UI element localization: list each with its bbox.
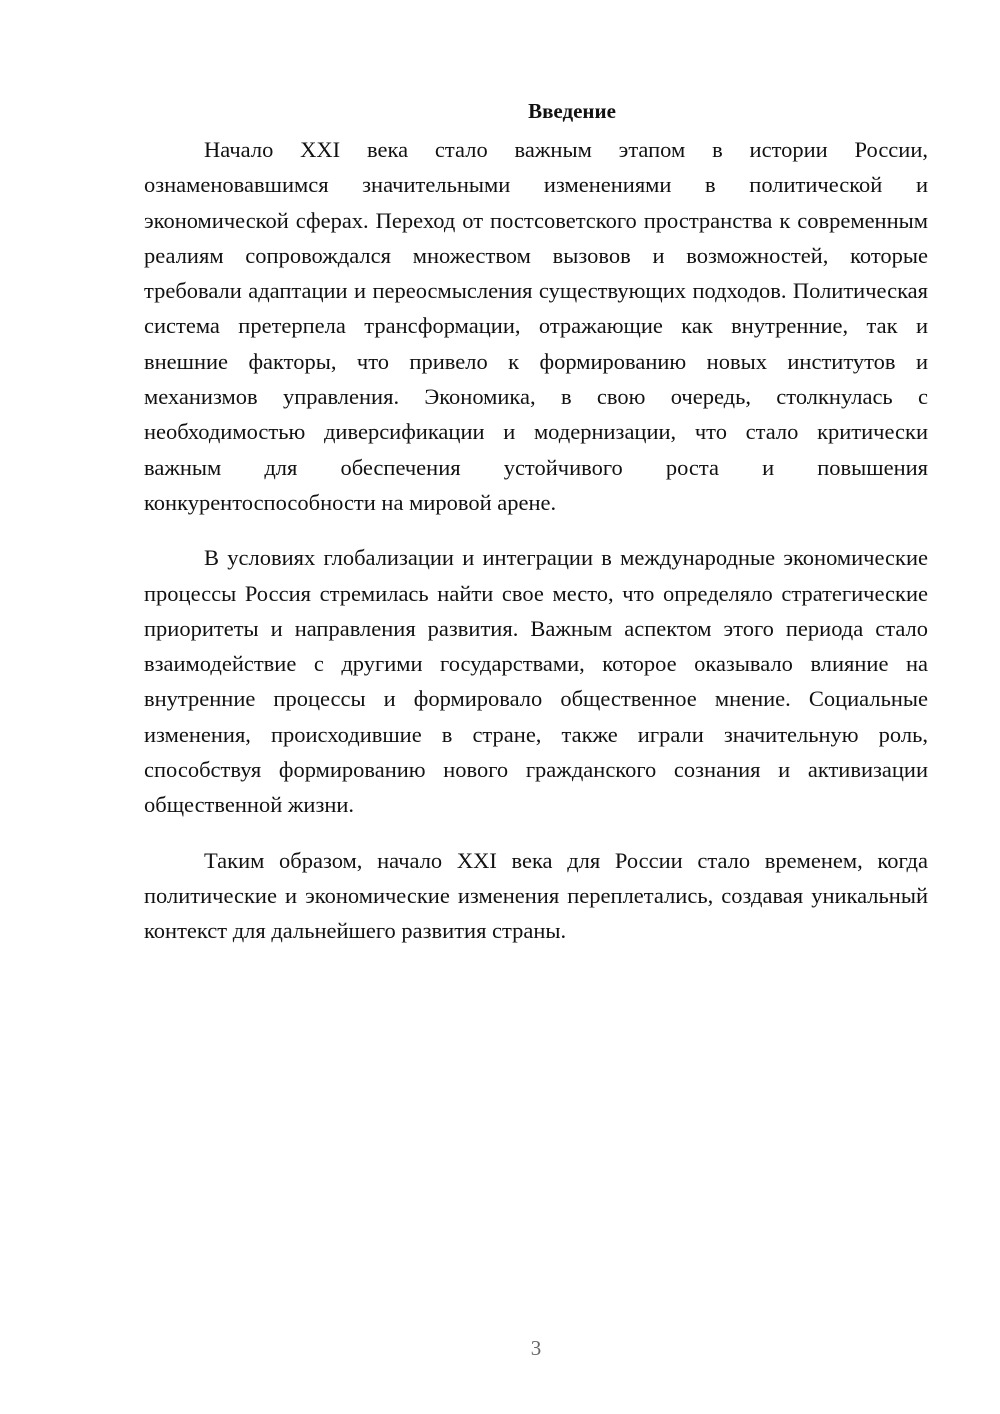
page-content	[144, 96, 928, 949]
paragraph-1: Начало XXI века стало важным этапом в истории России, ознаменовавшимся значительными изменениями в политической и экономической сферах. Переход от постсоветского пространства к современным реалиям сопровождался множеством вызовов и возможностей, которые требовали адаптации и переосмысления существующих подходов. Политическая система претерпела трансформации, отражающие как внутренние, так и внешние факторы, что привело к формированию новых институтов и механизмов управления. Экономика, в свою очередь, столкнулась с необходимостью диверсификации и модернизации, что стало критически важным для обеспечения устойчивого роста и повышения конкурентоспособности на мировой арене.	[144, 137, 928, 515]
paragraph-2: В условиях глобализации и интеграции в международные экономические процессы Россия стремилась найти свое место, что определяло стратегические приоритеты и направления развития. Важным аспектом этого периода стало взаимодействие с другими государствами, которое оказывало влияние на внутренние процессы и формировало общественное мнение. Социальные изменения, происходившие в стране, также играли значительную роль, способствуя формированию нового гражданского сознания и активизации общественной жизни.	[144, 545, 928, 818]
paragraph-3: Таким образом, начало XXI века для России стало временем, когда политические и экономические изменения переплетались, создавая уникальный контекст для дальнейшего развития страны.	[144, 847, 928, 944]
page-number: 3	[530, 1336, 542, 1360]
section-heading: Введение	[528, 99, 616, 123]
